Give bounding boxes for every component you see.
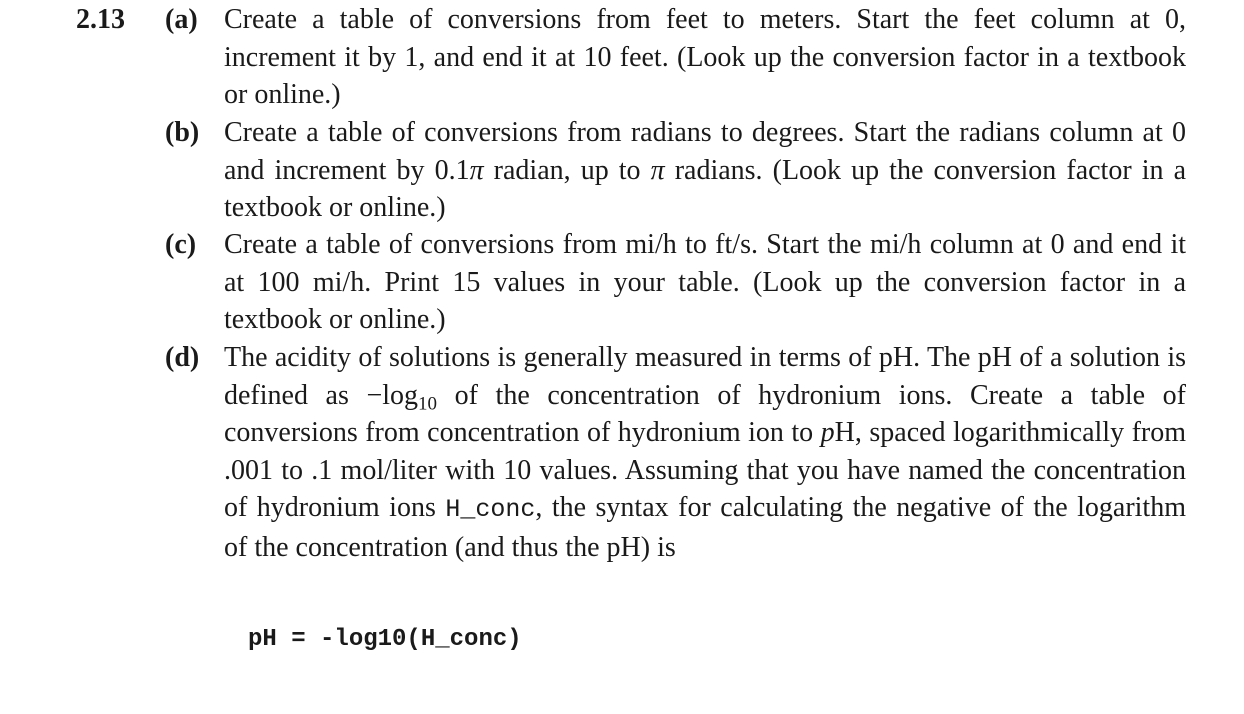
part-b bbox=[165, 114, 1186, 227]
part-a-text: Create a table of conversions from feet to meters. Start the feet column at 0, increment it by 1, and end it at 10 feet. (Look up the conversion factor in a textbook or online.) bbox=[224, 4, 1186, 111]
part-d-text bbox=[224, 339, 1186, 567]
part-a-label: (a) bbox=[165, 4, 198, 35]
part-b-text-3: radians. (Look up the conversion factor in a textbook or online.) bbox=[224, 154, 1186, 224]
code-variable: H_conc bbox=[445, 495, 536, 525]
log-subscript: 10 bbox=[418, 393, 438, 415]
part-b-text bbox=[224, 114, 1186, 227]
pi-symbol: π bbox=[650, 154, 665, 186]
pi-symbol: π bbox=[469, 154, 484, 186]
part-b-text-2: radian, up to bbox=[483, 154, 651, 186]
part-b-label: (b) bbox=[165, 117, 200, 148]
code-example: pH = -log10(H_conc) bbox=[248, 626, 522, 653]
part-d-label: (d) bbox=[165, 342, 200, 373]
part-d-text-3: H, spaced logarithmically from .001 to .1 mol/liter with 10 values. Assuming that you have named the concentration of hydronium ions bbox=[224, 417, 1186, 524]
part-c bbox=[165, 226, 1186, 339]
part-c-label: (c) bbox=[165, 229, 197, 260]
part-d bbox=[165, 339, 1186, 567]
part-c-text: Create a table of conversions from mi/h to ft/s. Start the mi/h column at 0 and end it at 100 mi/h. Print 15 values in your table. (Look up the conversion factor in a textbook or online.) bbox=[224, 229, 1186, 336]
part-d-text-2: of the concentration of hydronium ions. Create a table of conversions from concentration of hydronium ion to bbox=[224, 379, 1186, 449]
part-a bbox=[165, 1, 1186, 114]
part-b-text-1: Create a table of conversions from radians to degrees. Start the radians column at 0 and increment by 0.1 bbox=[224, 117, 1186, 186]
part-d-text-1: The acidity of solutions is generally measured in terms of pH. The pH of a solution is defined as −log bbox=[224, 342, 1186, 411]
part-d-text-4: , the syntax for calculating the negative of the logarithm of the concentration (and thus the pH) is bbox=[224, 492, 1186, 563]
italic-p: p bbox=[820, 417, 835, 449]
problem-number: 2.13 bbox=[76, 4, 125, 35]
